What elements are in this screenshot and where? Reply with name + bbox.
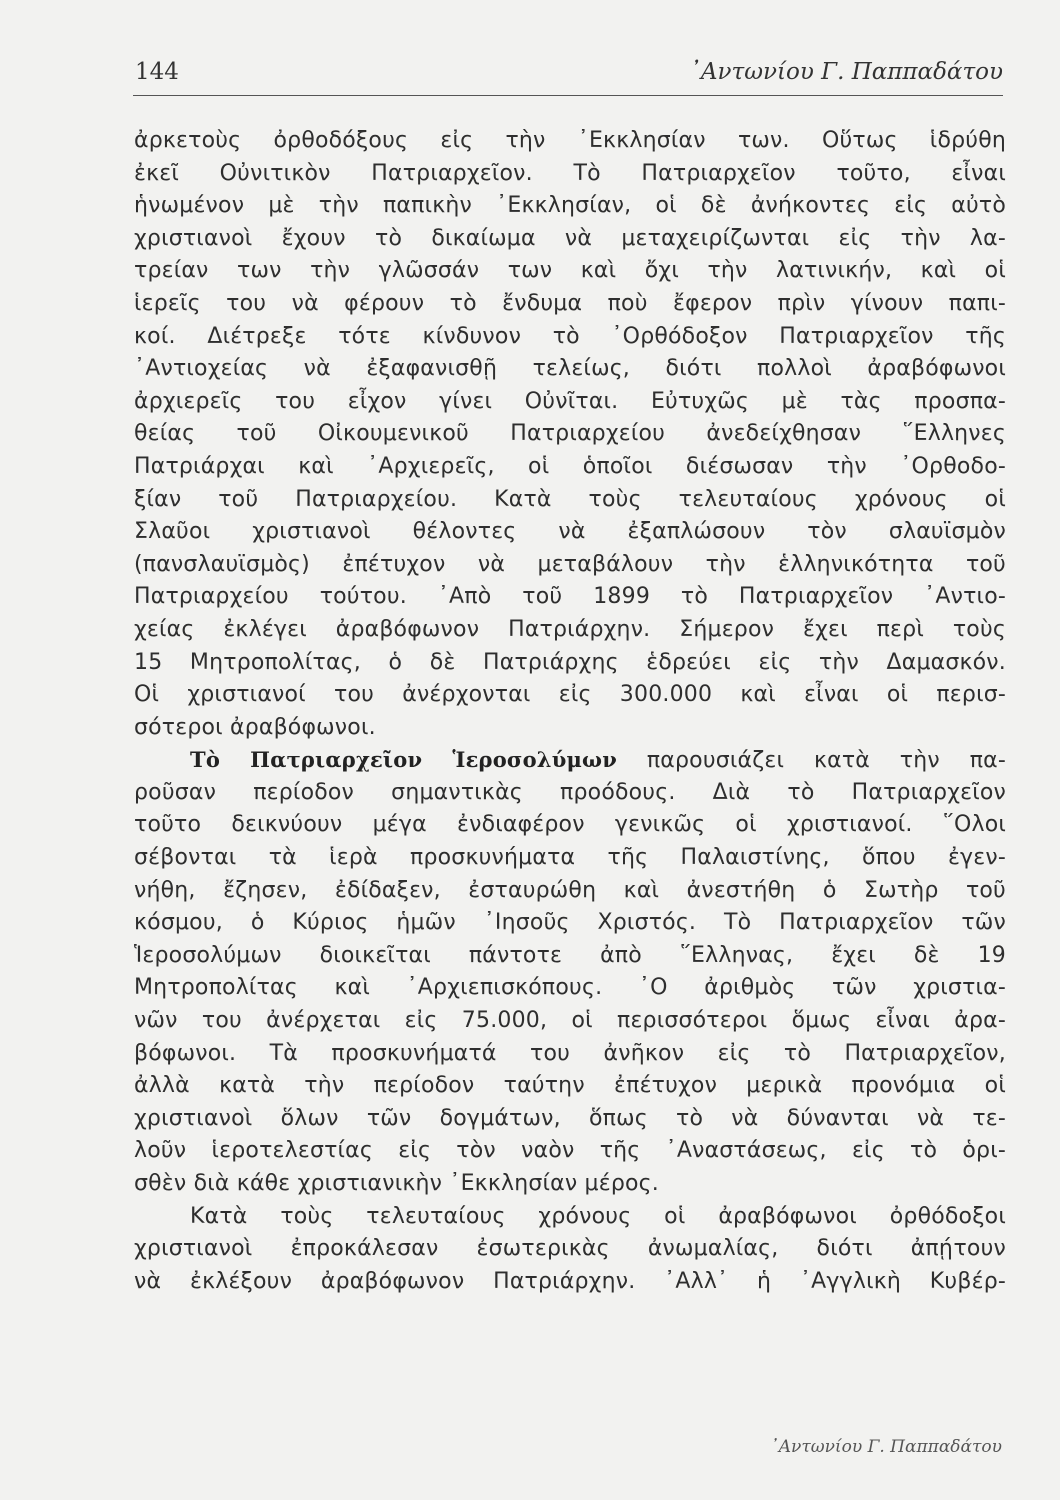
text-line: σότεροι ἀραβόφωνοι.: [134, 714, 376, 740]
text-line: ἡνωμένον μὲ τὴν παπικὴν ᾿Εκκλησίαν, οἱ δὲ ἀνήκοντες εἰς αὐτὸ: [134, 193, 1006, 219]
paragraph-2: [134, 744, 1006, 1200]
text-line: χριστιανοὶ ὅλων τῶν δογμάτων, ὅπως τὸ νὰ δύνανται νὰ τε-: [134, 1105, 1006, 1131]
text-line: σθὲν διὰ κάθε χριστιανικὴν ᾿Εκκλησίαν μέρος.: [134, 1171, 659, 1196]
paragraph-1: [134, 125, 1006, 744]
text-line: ἀλλὰ κατὰ τὴν περίοδον ταύτην ἐπέτυχον μερικὰ προνόμια οἱ: [134, 1073, 1006, 1099]
text-line: βόφωνοι. Τὰ προσκυνήματά του ἀνῆκον εἰς τὸ Πατριαρχεῖον,: [134, 1040, 1006, 1066]
text-line: λοῦν ἱεροτελεστίας εἰς τὸν ναὸν τῆς ᾿Αναστάσεως, εἰς τὸ ὁρι-: [134, 1138, 1006, 1164]
text-line: [134, 744, 1006, 777]
text-line: θείας τοῦ Οἰκουμενικοῦ Πατριαρχείου ἀνεδείχθησαν ῞Ελληνες: [134, 421, 1006, 447]
text-line: Πατριάρχαι καὶ ᾿Αρχιερεῖς, οἱ ὁποῖοι διέσωσαν τὴν ᾿Ορθοδο-: [134, 453, 1006, 479]
text-line: ἱερεῖς του νὰ φέρουν τὸ ἔνδυμα ποὺ ἔφερον πρὶν γίνουν παπι-: [134, 290, 1006, 316]
text-line: (πανσλαυϊσμὸς) ἐπέτυχον νὰ μεταβάλουν τὴν ἑλληνικότητα τοῦ: [134, 551, 1006, 577]
text-line: ροῦσαν περίοδον σημαντικὰς προόδους. Διὰ τὸ Πατριαρχεῖον: [134, 779, 1006, 805]
text-line: ἀρκετοὺς ὀρθοδόξους εἰς τὴν ᾿Εκκλησίαν των. Οὕτως ἱδρύθη: [134, 128, 1006, 153]
footer-signature: ᾿Αντωνίου Γ. Παππαδάτου: [770, 1437, 1002, 1457]
text-line: χείας ἐκλέγει ἀραβόφωνον Πατριάρχην. Σήμερον ἔχει περὶ τοὺς: [134, 616, 1006, 642]
text-fragment: παρουσιάζει κατὰ τὴν πα-: [617, 748, 1006, 774]
text-line: ἀρχιερεῖς του εἶχον γίνει Οὐνῖται. Εὐτυχῶς μὲ τὰς προσπα-: [134, 388, 1006, 414]
paragraph-3: [134, 1201, 1006, 1299]
text-line: χριστιανοὶ ἐπροκάλεσαν ἐσωτερικὰς ἀνωμαλίας, διότι ἀπῄτουν: [134, 1236, 1006, 1262]
text-line: ἐκεῖ Οὐνιτικὸν Πατριαρχεῖον. Τὸ Πατριαρχεῖον τοῦτο, εἶναι: [134, 160, 1006, 186]
text-line: Πατριαρχείου τούτου. ᾿Απὸ τοῦ 1899 τὸ Πατριαρχεῖον ᾿Αντιο-: [134, 584, 1006, 610]
text-line: τρείαν των τὴν γλῶσσάν των καὶ ὄχι τὴν λατινικήν, καὶ οἱ: [134, 258, 1006, 284]
section-lead: Τὸ Πατριαρχεῖον Ἱεροσολύμων: [190, 747, 618, 773]
text-line: κοί. Διέτρεξε τότε κίνδυνον τὸ ᾿Ορθόδοξον Πατριαρχεῖον τῆς: [134, 323, 1006, 349]
text-line: τοῦτο δεικνύουν μέγα ἐνδιαφέρον γενικῶς οἱ χριστιανοί. ῞Ολοι: [134, 812, 1006, 838]
body-text: [134, 125, 1006, 1298]
text-line: Οἱ χριστιανοί του ἀνέρχονται εἰς 300.000 καὶ εἶναι οἱ περισ-: [134, 682, 1006, 708]
page-header: [133, 55, 1003, 95]
text-line: ξίαν τοῦ Πατριαρχείου. Κατὰ τοὺς τελευταίους χρόνους οἱ: [134, 486, 1006, 512]
text-line: νὰ ἐκλέξουν ἀραβόφωνον Πατριάρχην. ᾿Αλλ᾿ ἡ ᾿Αγγλικὴ Κυβέρ-: [134, 1268, 1006, 1294]
text-line: νῶν του ἀνέρχεται εἰς 75.000, οἱ περισσότεροι ὅμως εἶναι ἀρα-: [134, 1008, 1006, 1034]
text-line: Ἱεροσολύμων διοικεῖται πάντοτε ἀπὸ ῞Ελληνας, ἔχει δὲ 19: [134, 942, 1006, 968]
text-line: Κατὰ τοὺς τελευταίους χρόνους οἱ ἀραβόφωνοι ὀρθόδοξοι: [190, 1203, 1006, 1229]
running-head: ᾿Αντωνίου Γ. Παππαδάτου: [689, 59, 1003, 85]
page-number: 144: [135, 59, 179, 85]
text-line: χριστιανοὶ ἔχουν τὸ δικαίωμα νὰ μεταχειρίζωνται εἰς τὴν λα-: [134, 225, 1006, 251]
text-line: Σλαῦοι χριστιανοὶ θέλοντες νὰ ἐξαπλώσουν τὸν σλαυϊσμὸν: [134, 519, 1006, 545]
text-line: σέβονται τὰ ἱερὰ προσκυνήματα τῆς Παλαιστίνης, ὅπου ἐγεν-: [134, 845, 1006, 871]
text-line: Μητροπολίτας καὶ ᾿Αρχιεπισκόπους. ᾿Ο ἀριθμὸς τῶν χριστια-: [134, 975, 1006, 1001]
text-line: κόσμου, ὁ Κύριος ἡμῶν ᾿Ιησοῦς Χριστός. Τὸ Πατριαρχεῖον τῶν: [134, 910, 1006, 936]
header-rule: [133, 95, 1003, 96]
text-line: νήθη, ἔζησεν, ἐδίδαξεν, ἐσταυρώθη καὶ ἀνεστήθη ὁ Σωτὴρ τοῦ: [134, 877, 1006, 903]
text-line: 15 Μητροπολίτας, ὁ δὲ Πατριάρχης ἑδρεύει εἰς τὴν Δαμασκόν.: [134, 649, 1006, 675]
text-line: ᾿Αντιοχείας νὰ ἐξαφανισθῇ τελείως, διότι πολλοὶ ἀραβόφωνοι: [134, 356, 1006, 382]
